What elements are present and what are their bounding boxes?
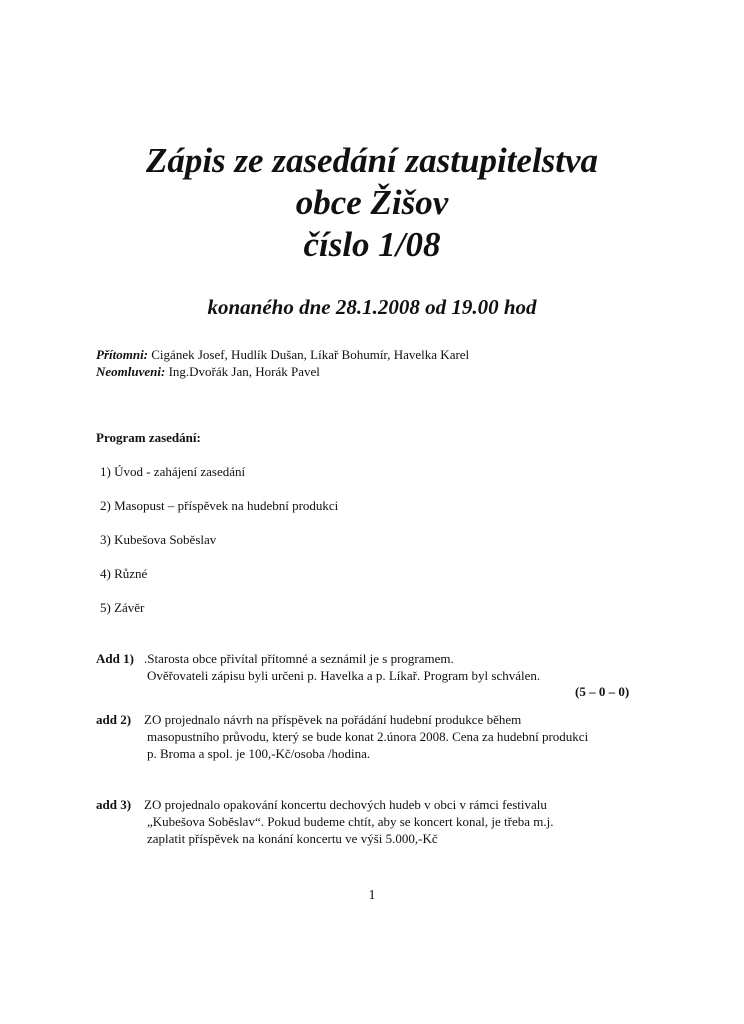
- add-3-line-3: zaplatit příspěvek na konání koncertu ve výši 5.000,-Kč: [147, 831, 438, 846]
- agenda-item: 4) Různé: [100, 566, 148, 581]
- absent-names: Ing.Dvořák Jan, Horák Pavel: [168, 364, 320, 379]
- add-3-line-2: „Kubešova Soběslav“. Pokud budeme chtít, aby se koncert konal, je třeba m.j.: [147, 814, 554, 829]
- agenda-item: 5) Závěr: [100, 600, 145, 615]
- add-1-line-1: .Starosta obce přivítal přítomné a seznámil je s programem.: [144, 651, 454, 666]
- add-1-line-2: Ověřovateli zápisu byli určeni p. Havelka a p. Líkař. Program byl schválen.: [147, 668, 541, 683]
- add-2-label: add 2): [96, 712, 132, 727]
- meeting-date: konaného dne 28.1.2008 od 19.00 hod: [207, 295, 537, 319]
- vote-result: (5 – 0 – 0): [575, 684, 630, 699]
- absent-label: Neomluveni:: [96, 364, 166, 379]
- agenda-item: 3) Kubešova Soběslav: [100, 532, 217, 547]
- agenda-item: 1) Úvod - zahájení zasedání: [100, 464, 246, 479]
- add-1-label: Add 1): [96, 651, 134, 666]
- add-3-line-1: ZO projednalo opakování koncertu dechových hudeb v obci v rámci festivalu: [144, 797, 547, 812]
- title-line-3: číslo 1/08: [303, 225, 441, 264]
- absent-row: [96, 363, 469, 380]
- document-title: [0, 140, 744, 266]
- present-row: [96, 346, 469, 363]
- add-3-label: add 3): [96, 797, 132, 812]
- page-number: 1: [368, 888, 376, 903]
- add-2-line-3: p. Broma a spol. je 100,-Kč/osoba /hodina.: [147, 746, 371, 761]
- agenda-item: 2) Masopust – příspěvek na hudební produkci: [100, 498, 339, 513]
- add-2-line-2: masopustního průvodu, který se bude konat 2.února 2008. Cena za hudební produkci: [147, 729, 589, 744]
- add-3-section: [96, 796, 554, 847]
- present-names: Cigánek Josef, Hudlík Dušan, Líkař Bohumír, Havelka Karel: [151, 347, 470, 362]
- title-line-2: obce Žišov: [295, 183, 449, 222]
- program-heading: Program zasedání:: [96, 430, 201, 445]
- attendance: [96, 346, 469, 380]
- add-2-line-1: ZO projednalo návrh na příspěvek na pořádání hudební produkce během: [144, 712, 522, 727]
- add-2-section: [96, 711, 588, 762]
- present-label: Přítomni:: [96, 347, 149, 362]
- title-line-1: Zápis ze zasedání zastupitelstva: [145, 141, 599, 180]
- add-1-section: [96, 650, 540, 684]
